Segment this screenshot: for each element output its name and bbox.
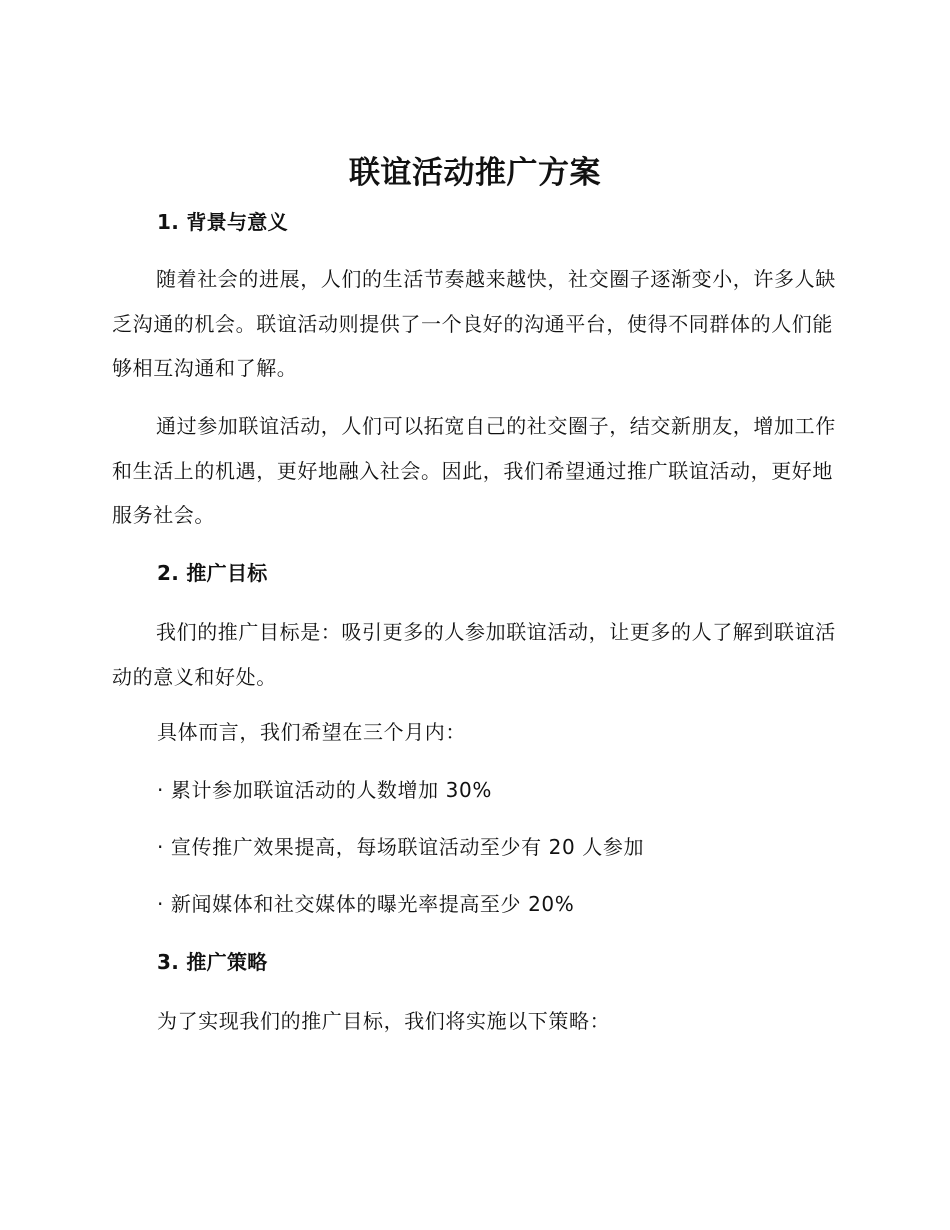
paragraph-goals: 我们的推广目标是：吸引更多的人参加联谊活动，让更多的人了解到联谊活动的意义和好处。 (112, 620, 836, 689)
goals-intro: 具体而言，我们希望在三个月内： (157, 720, 466, 744)
goal-bullet-1: · 累计参加联谊活动的人数增加 30% (157, 778, 492, 802)
goal-bullet-2: · 宣传推广效果提高，每场联谊活动至少有 20 人参加 (157, 835, 645, 859)
section-heading-goals: 2. 推广目标 (157, 561, 268, 585)
goal-bullet-3: · 新闻媒体和社交媒体的曝光率提高至少 20% (157, 892, 575, 916)
strategy-intro: 为了实现我们的推广目标，我们将实施以下策略： (157, 1009, 611, 1033)
section-heading-background: 1. 背景与意义 (157, 210, 288, 234)
paragraph-background-1: 随着社会的进展，人们的生活节奏越来越快，社交圈子逐渐变小，许多人缺乏沟通的机会。联谊活动则提供了一个良好的沟通平台，使得不同群体的人们能够相互沟通和了解。 (112, 267, 836, 380)
paragraph-background-2: 通过参加联谊活动，人们可以拓宽自己的社交圈子，结交新朋友，增加工作和生活上的机遇，更好地融入社会。因此，我们希望通过推广联谊活动，更好地服务社会。 (112, 414, 836, 527)
section-heading-strategy: 3. 推广策略 (157, 950, 268, 974)
document-title: 联谊活动推广方案 (349, 155, 601, 191)
